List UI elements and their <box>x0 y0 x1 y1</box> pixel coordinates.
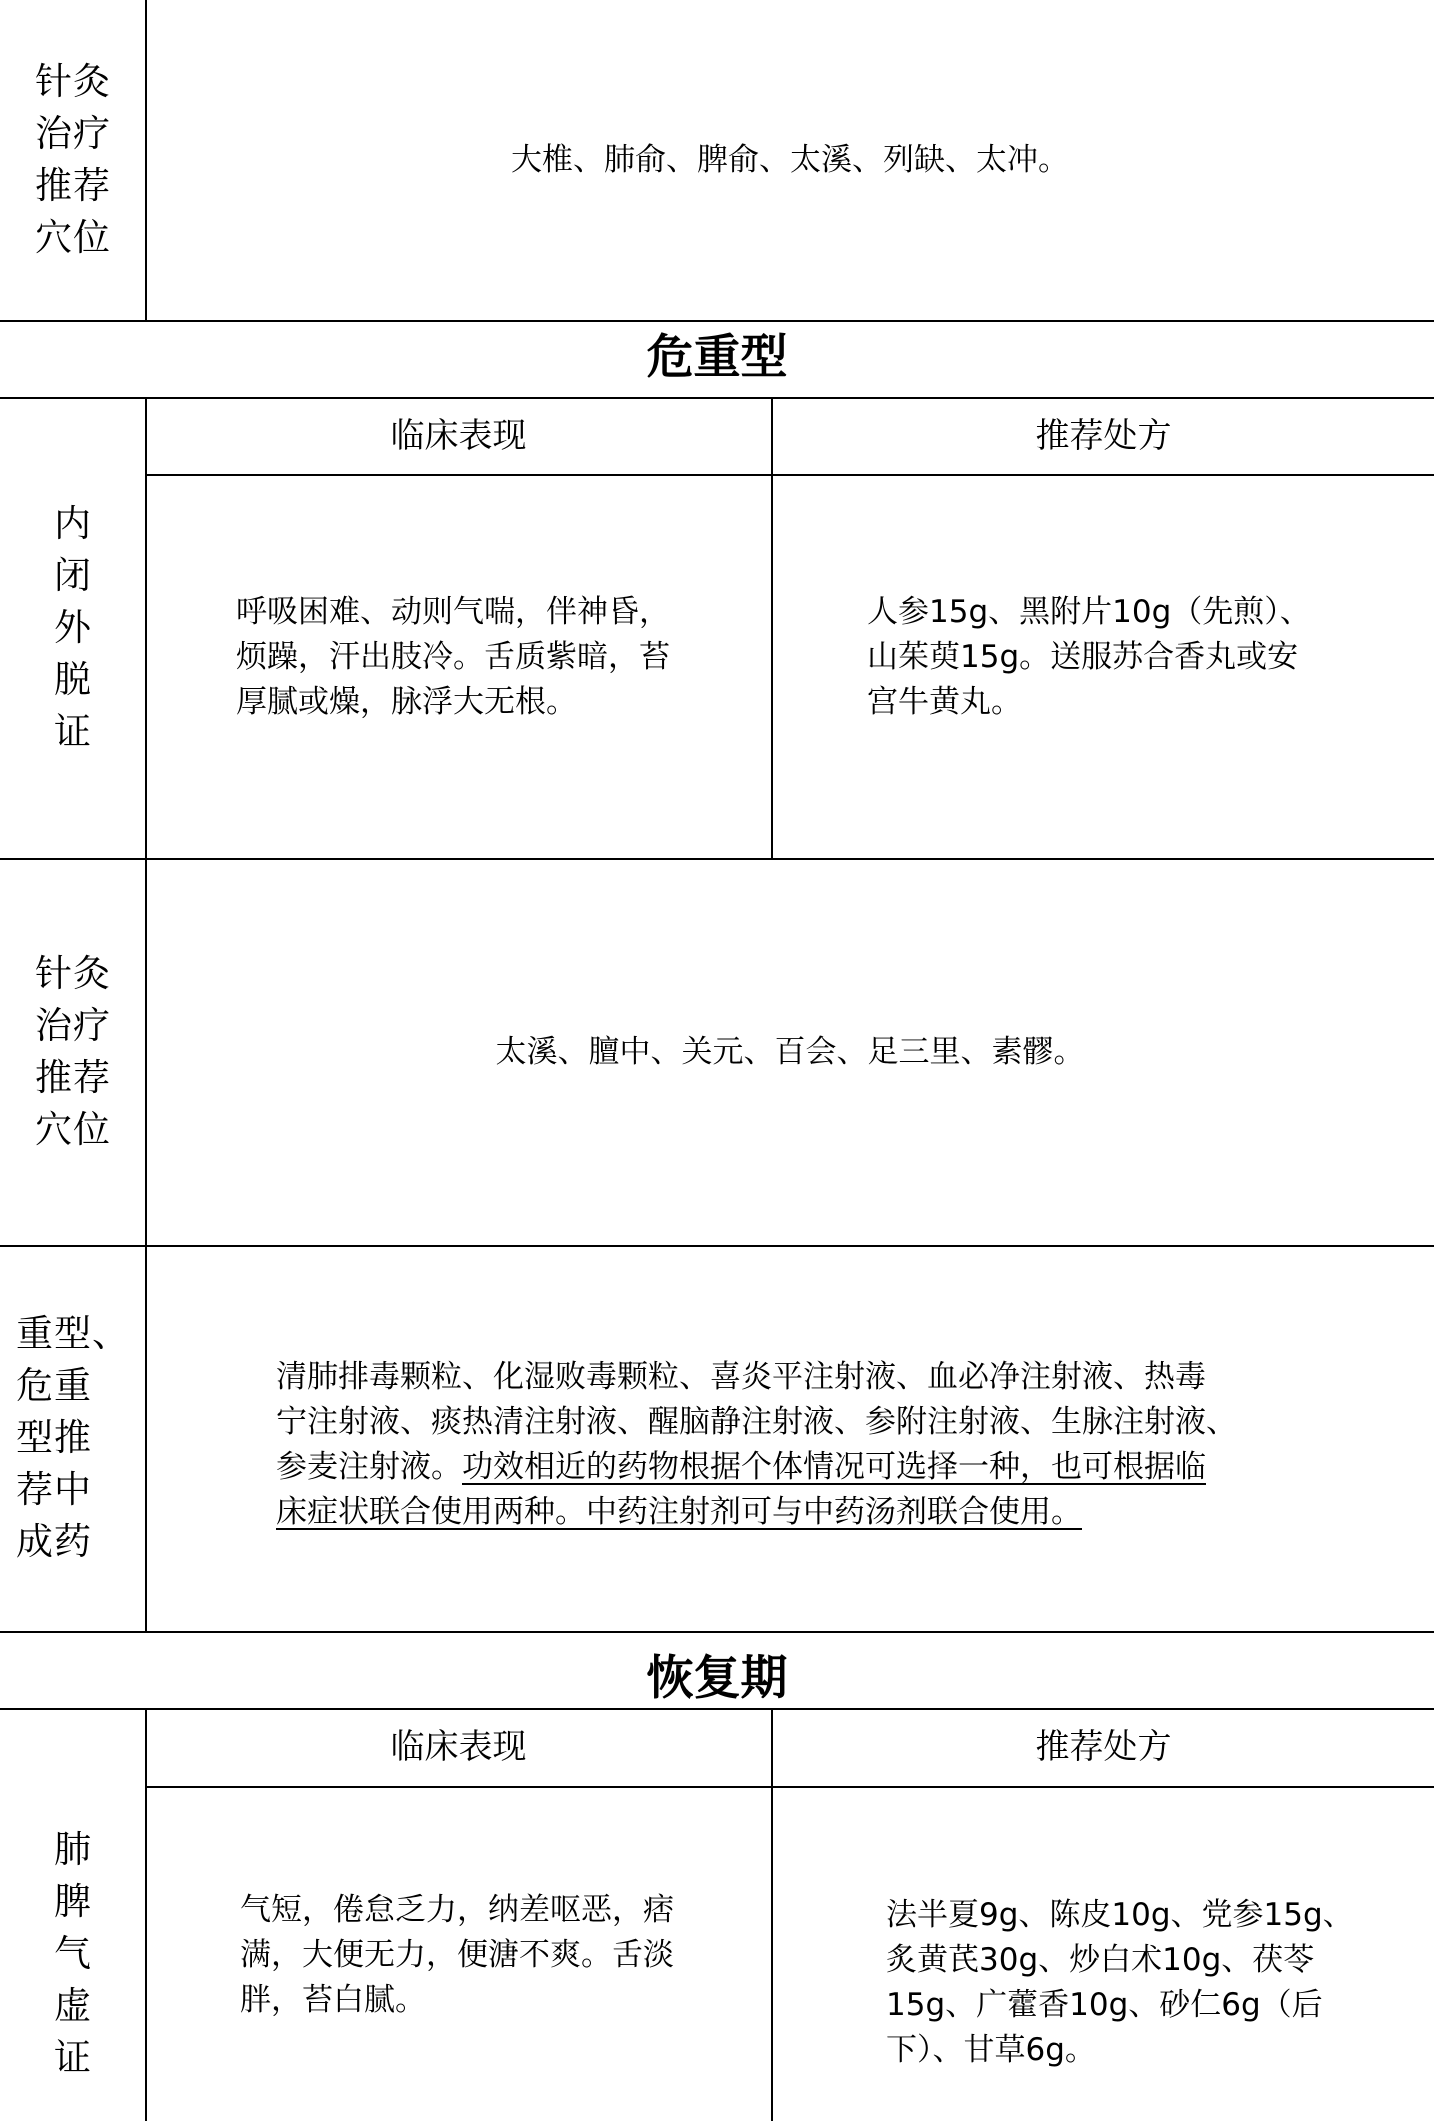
header-prescription: 推荐处方 <box>1035 1727 1172 1767</box>
label-text: 针灸 治疗 推荐 穴位 <box>35 951 111 1151</box>
patent-medicine-text <box>276 1355 1276 1535</box>
acupuncture-points: 太溪、膻中、关元、百会、足三里、素髎。 <box>495 1033 1085 1070</box>
prescription <box>867 590 1387 725</box>
header-prescription: 推荐处方 <box>1035 416 1172 456</box>
text-line: 气短，倦怠乏力，纳差呕恶，痞 <box>240 1892 674 1928</box>
acupuncture-points: 大椎、肺俞、脾俞、太溪、列缺、太冲。 <box>511 142 1069 178</box>
text-line: 厚腻或燥，脉浮大无根。 <box>236 684 577 720</box>
text-line: 满，大便无力，便溏不爽。舌淡 <box>240 1937 674 1973</box>
section-title-recovery: 恢复期 <box>646 1651 788 1706</box>
row-label-acupuncture <box>0 858 146 1245</box>
row-label-syndrome <box>0 1786 146 2121</box>
header-clinical: 临床表现 <box>390 1727 527 1767</box>
text-line: 人参15g、黑附片10g（先煎）、 <box>867 594 1311 630</box>
text-line: 炙黄芪30g、炒白术10g、茯苓 <box>886 1942 1315 1978</box>
rule-line <box>0 1631 1434 1633</box>
text-line <box>276 1490 1276 1535</box>
label-text: 内 闭 外 脱 证 <box>54 501 92 753</box>
text-line: 胖，苔白腻。 <box>240 1982 426 2018</box>
prescription <box>886 1893 1406 2073</box>
text-line: 宫牛黄丸。 <box>867 684 1022 720</box>
clinical-manifestation <box>240 1888 740 2023</box>
rule-line <box>0 1245 1434 1247</box>
text-line: 山茱萸15g。送服苏合香丸或安 <box>867 639 1299 675</box>
text-line: 法半夏9g、陈皮10g、党参15g、 <box>886 1897 1354 1933</box>
clinical-manifestation <box>236 590 736 725</box>
underlined-note: 床症状联合使用两种。中药注射剂可与中药汤剂联合使用。 <box>276 1494 1082 1530</box>
text-line <box>276 1445 1276 1490</box>
label-text: 重型、 危重 型推 荐中 成药 <box>16 1312 130 1563</box>
row-label-acupuncture <box>0 0 146 320</box>
text-line: 15g、广藿香10g、砂仁6g（后 <box>886 1987 1323 2023</box>
text-line: 清肺排毒颗粒、化湿败毒颗粒、喜炎平注射液、血必净注射液、热毒 <box>276 1359 1206 1395</box>
text-line: 下）、甘草6g。 <box>886 2032 1096 2068</box>
label-text: 针灸 治疗 推荐 穴位 <box>35 60 111 259</box>
row-label-patent-medicine <box>0 1245 146 1631</box>
text-line: 宁注射液、痰热清注射液、醒脑静注射液、参附注射液、生脉注射液、 <box>276 1404 1237 1440</box>
text-line: 呼吸困难、动则气喘，伴神昏， <box>236 594 670 630</box>
section-title-severe: 危重型 <box>646 330 788 385</box>
rule-line <box>146 1786 1434 1788</box>
text-span: 参麦注射液。 <box>276 1449 462 1485</box>
rule-line <box>146 474 1434 476</box>
header-clinical: 临床表现 <box>390 416 527 456</box>
underlined-note: 功效相近的药物根据个体情况可选择一种，也可根据临 <box>462 1449 1206 1485</box>
text-line: 烦躁，汗出肢冷。舌质紫暗，苔 <box>236 639 670 675</box>
label-text: 肺 脾 气 虚 证 <box>54 1827 92 2079</box>
row-label-syndrome <box>0 397 146 858</box>
